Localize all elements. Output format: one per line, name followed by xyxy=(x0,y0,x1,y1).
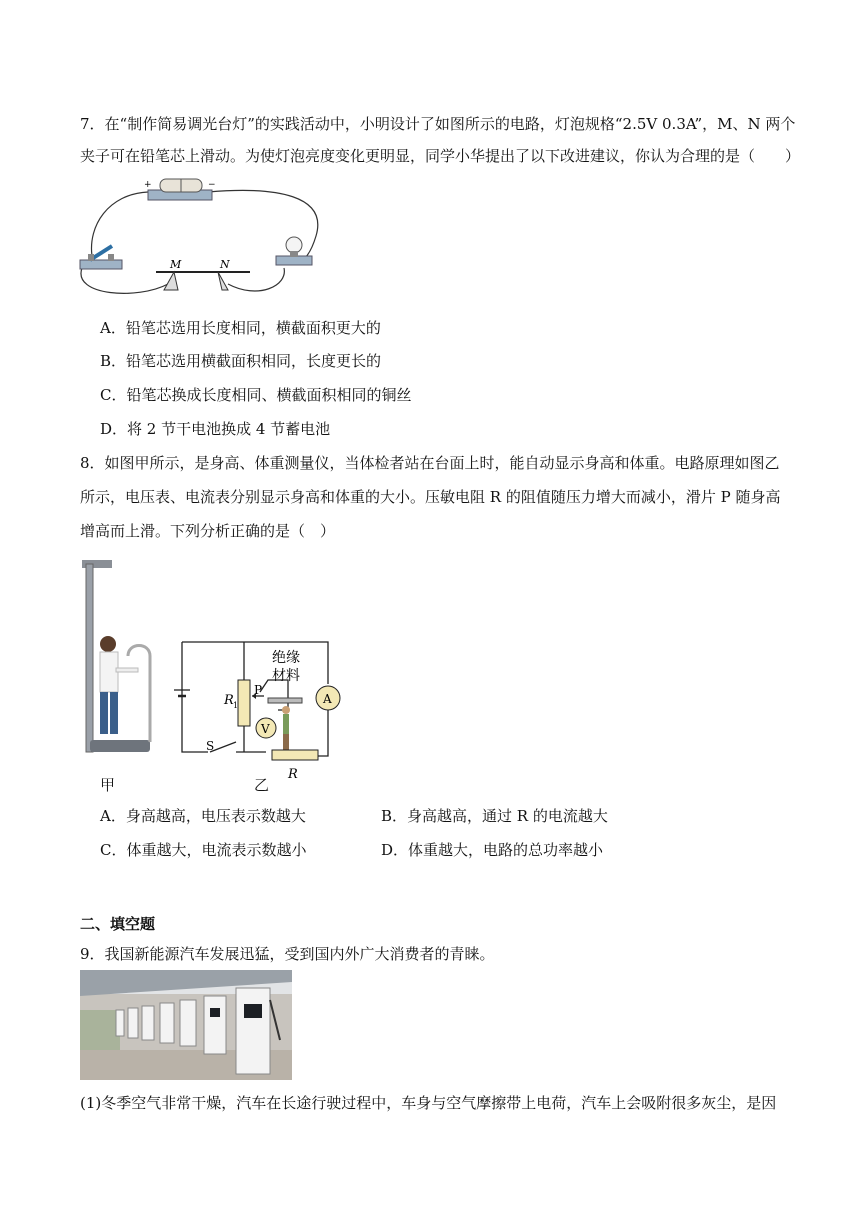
q8-option-b: B．身高越高，通过 R 的电流越大 xyxy=(381,807,608,825)
q9-stem-line1: 9．我国新能源汽车发展迅猛，受到国内外广大消费者的青睐。 xyxy=(80,945,495,963)
q7-option-d: D．将 2 节干电池换成 4 节蓄电池 xyxy=(100,420,331,438)
label-r: R xyxy=(288,767,298,781)
knife-switch xyxy=(80,246,122,269)
q7-stem-line2: 夹子可在铅笔芯上滑动。为使灯泡亮度变化更明显，同学小华提出了以下改进建议，你认为合理的是（ ） xyxy=(80,147,801,165)
label-n: N xyxy=(220,258,230,271)
wire-battery-switch xyxy=(91,192,148,256)
q8-figure-yi-circuit xyxy=(168,636,358,781)
label-a: A xyxy=(323,692,332,706)
wire-battery-bulb xyxy=(208,190,318,262)
clip-m xyxy=(164,272,178,290)
label-v: V xyxy=(261,722,270,736)
q8-figure-yi-label: 乙 xyxy=(254,776,270,794)
q8-figure-jia-label: 甲 xyxy=(100,776,116,794)
q8-option-c: C．体重越大，电流表示数越小 xyxy=(100,841,307,859)
label-s: S xyxy=(206,739,215,753)
label-insulating-1: 绝缘 xyxy=(272,650,300,666)
q9-sub1: (1)冬季空气非常干燥，汽车在长途行驶过程中，车身与空气摩擦带上电荷，汽车上会吸附很多灰尘，是因 xyxy=(80,1094,777,1112)
clip-n xyxy=(218,272,228,290)
q7-option-b: B．铅笔芯选用横截面积相同，长度更长的 xyxy=(100,352,382,370)
q8-stem-line2: 所示，电压表、电流表分别显示身高和体重的大小。压敏电阻 R 的阻值随压力增大而减小，滑片 P 随身高 xyxy=(80,488,781,506)
label-insulating-2: 材料 xyxy=(272,668,300,684)
wire-switch-clip-m xyxy=(81,268,168,293)
q9-charging-station-photo xyxy=(80,970,292,1080)
q7-option-c: C．铅笔芯换成长度相同、横截面积相同的铜丝 xyxy=(100,386,412,404)
q7-stem-line1: 7．在“制作简易调光台灯”的实践活动中，小明设计了如图所示的电路，灯泡规格“2.5V 0.3A”，M、N 两个 xyxy=(80,115,796,133)
bulb-holder xyxy=(276,237,312,265)
q8-stem-line1: 8．如图甲所示，是身高、体重测量仪，当体检者站在台面上时，能自动显示身高和体重。电路原理如图乙 xyxy=(80,454,780,472)
q8-stem-line3: 增高而上滑。下列分析正确的是（ ） xyxy=(80,522,336,540)
battery-minus-label: − xyxy=(208,180,216,190)
q7-option-a: A．铅笔芯选用长度相同，横截面积更大的 xyxy=(100,319,381,337)
battery-holder xyxy=(144,179,216,200)
label-r1: R xyxy=(224,693,234,708)
battery-plus-label: + xyxy=(144,180,152,190)
q8-figure-jia-device xyxy=(80,556,160,756)
q8-option-a: A．身高越高，电压表示数越大 xyxy=(100,807,306,825)
q8-option-d: D．体重越大，电路的总功率越小 xyxy=(381,841,604,859)
label-p: P xyxy=(254,683,263,697)
label-m: M xyxy=(170,258,182,271)
section-heading: 二、填空题 xyxy=(80,915,156,933)
label-r1-sub: 1 xyxy=(233,701,239,710)
q7-circuit-figure xyxy=(78,176,328,304)
